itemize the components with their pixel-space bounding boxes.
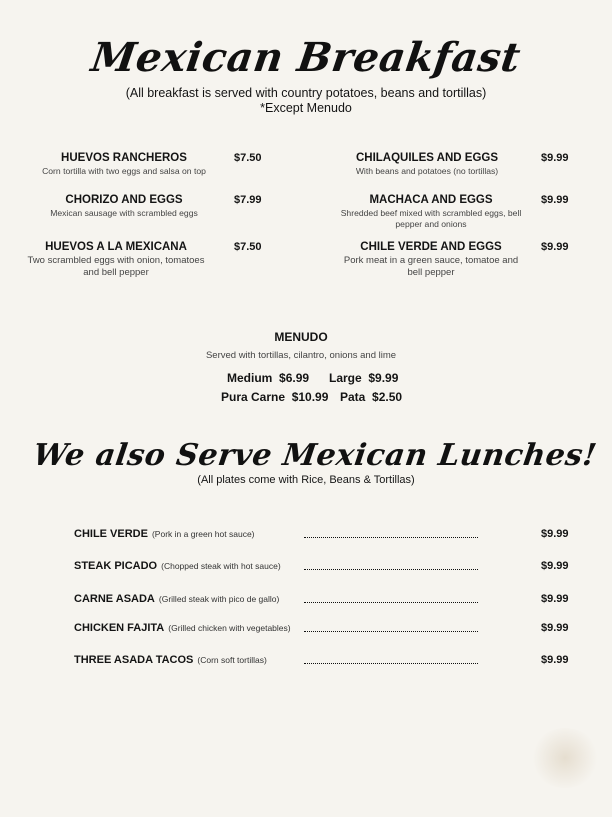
breakfast-item [340, 194, 522, 230]
item-description: Shredded beef mixed with scrambled eggs, bell pepper and onions [340, 208, 522, 229]
dotted-leader [304, 569, 478, 570]
lunch-row [74, 528, 574, 544]
item-description: With beans and potatoes (no tortillas) [355, 166, 499, 176]
menudo-size-large [329, 371, 398, 385]
menudo-size-medium [227, 371, 309, 385]
item-description: Corn tortilla with two eggs and salsa on top [42, 166, 206, 176]
item-description: Mexican sausage with scrambled eggs [50, 208, 198, 218]
size-price: $9.99 [368, 371, 399, 385]
item-name: CHORIZO AND EGGS [65, 194, 183, 206]
menudo-size-pata [340, 390, 402, 404]
breakfast-item [343, 241, 519, 279]
item-name: CHILAQUILES AND EGGS [355, 152, 499, 164]
size-price: $6.99 [279, 371, 310, 385]
menudo-title: MENUDO [274, 330, 328, 344]
lunch-description: (Chopped steak with hot sauce) [161, 561, 281, 571]
lunch-price: $9.99 [541, 622, 569, 634]
dotted-leader [304, 663, 478, 664]
dotted-leader [304, 631, 478, 632]
lunch-row [74, 560, 574, 576]
size-label: Large [329, 371, 362, 385]
item-price: $7.50 [234, 241, 262, 253]
breakfast-title: Mexican Breakfast [88, 34, 524, 81]
breakfast-item [332, 152, 522, 177]
item-price: $9.99 [541, 241, 569, 253]
item-price: $7.50 [234, 152, 262, 164]
size-label: Pura Carne [221, 390, 286, 404]
breakfast-subtitle: (All breakfast is served with country potatoes, beans and tortillas) [125, 86, 487, 100]
lunch-price: $9.99 [541, 560, 569, 572]
lunch-description: (Corn soft tortillas) [197, 655, 267, 665]
lunch-price: $9.99 [541, 593, 569, 605]
lunch-name: CARNE ASADA (Grilled steak with pico de gallo) [74, 593, 280, 605]
lunch-price: $9.99 [541, 654, 569, 666]
breakfast-item [29, 194, 219, 219]
dotted-leader [304, 602, 478, 603]
menudo-size-pura-carne [221, 390, 328, 404]
size-label: Pata [340, 390, 366, 404]
breakfast-exception-note: *Except Menudo [260, 101, 352, 115]
lunch-row [74, 622, 574, 638]
item-name: CHILE VERDE AND EGGS [360, 241, 502, 253]
item-name: MACHACA AND EGGS [369, 194, 493, 206]
lunch-name: STEAK PICADO (Chopped steak with hot sauce) [74, 560, 281, 572]
lunch-description: (Grilled chicken with vegetables) [168, 623, 291, 633]
lunch-title: We also Serve Mexican Lunches! [31, 438, 599, 473]
item-description: Pork meat in a green sauce, tomatoe and bell pepper [343, 255, 519, 278]
dotted-leader [304, 537, 478, 538]
item-name: HUEVOS RANCHEROS [61, 152, 187, 164]
lunch-row [74, 593, 574, 609]
lunch-name: CHICKEN FAJITA (Grilled chicken with vegetables) [74, 622, 291, 634]
lunch-description: (Pork in a green hot sauce) [151, 529, 255, 539]
breakfast-item [29, 152, 219, 177]
menudo-description: Served with tortillas, cilantro, onions and lime [205, 350, 397, 361]
size-label: Medium [227, 371, 273, 385]
lunch-name: CHILE VERDE (Pork in a green hot sauce) [74, 528, 255, 540]
item-price: $7.99 [234, 194, 262, 206]
breakfast-item [26, 241, 206, 279]
item-price: $9.99 [541, 194, 569, 206]
size-price: $10.99 [291, 390, 329, 404]
paper-stain [530, 728, 600, 788]
lunch-row [74, 654, 574, 670]
lunch-subtitle: (All plates come with Rice, Beans & Tortillas) [197, 474, 415, 486]
lunch-price: $9.99 [541, 528, 569, 540]
lunch-description: (Grilled steak with pico de gallo) [158, 594, 280, 604]
item-price: $9.99 [541, 152, 569, 164]
item-name: HUEVOS A LA MEXICANA [45, 241, 187, 253]
lunch-name: THREE ASADA TACOS (Corn soft tortillas) [74, 654, 267, 666]
item-description: Two scrambled eggs with onion, tomatoes and bell pepper [27, 255, 205, 278]
size-price: $2.50 [372, 390, 403, 404]
